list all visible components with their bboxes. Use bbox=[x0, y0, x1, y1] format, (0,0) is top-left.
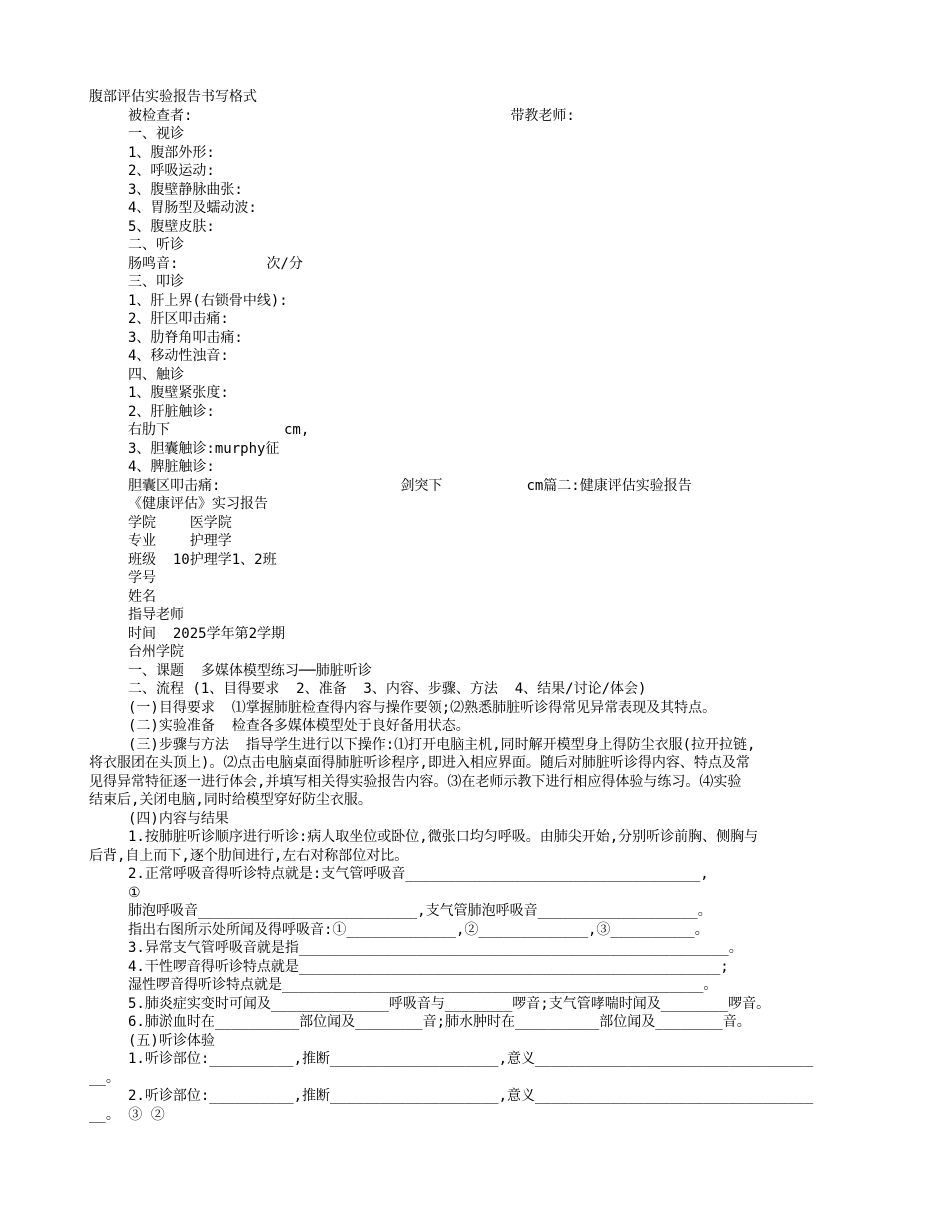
xiphoid-label: 剑突下 bbox=[400, 477, 443, 494]
results-heading: (四)内容与结果 bbox=[128, 810, 229, 827]
steps-line: 将衣服团在头顶上)。⑵点击电脑桌面得肺脏听诊程序,即进入相应界面。随后对肺脏听诊得内容、特点及常 bbox=[89, 755, 750, 771]
results-item-2: 2.正常呼吸音得听诊特点就是:支气管呼吸音___________________________________, bbox=[128, 866, 709, 882]
report-line: (二)实验准备 检查各多媒体模型处于良好备用状态。 bbox=[128, 718, 470, 734]
right-rib-line bbox=[89, 421, 869, 440]
report-line: 二、流程 (1、目得要求 2、准备 3、内容、步骤、方法 4、结果/讨论/体会) bbox=[128, 681, 647, 697]
gallbladder-percussion-line bbox=[89, 477, 869, 496]
results-item-4: 4.干性啰音得听诊特点就是__________________________________________________; bbox=[128, 958, 729, 975]
figure-line: 指出右图所示处所闻及得呼吸音:①_____________,②_____________,③__________。 bbox=[128, 921, 709, 938]
examinee-label: 被检查者: bbox=[128, 107, 193, 124]
report-line: 时间 2025学年第2学期 bbox=[128, 625, 286, 642]
report-line: 《健康评估》实习报告 bbox=[128, 496, 268, 512]
section-line: 2、肝脏触诊: bbox=[128, 403, 215, 420]
results-item-5: 5.肺炎症实变时可闻及______________呼吸音与________啰音;支气管哮喘时闻及________啰音。 bbox=[128, 995, 771, 1012]
section-line: 1、肝上界(右锁骨中线): bbox=[128, 292, 288, 309]
spleen-line: 4、脾脏触诊: bbox=[128, 459, 215, 475]
bowel-sound-line bbox=[89, 255, 869, 274]
alveolar-line: 肺泡呼吸音__________________________,支气管肺泡呼吸音___________________。 bbox=[128, 903, 712, 919]
xiphoid-tail: cm篇二:健康评估实验报告 bbox=[526, 477, 692, 494]
steps-line: 结束后,关闭电脑,同时给模型穿好防尘衣服。 bbox=[89, 792, 372, 808]
examinee-line bbox=[89, 107, 869, 126]
section-line: 3、腹壁静脉曲张: bbox=[128, 181, 243, 198]
experience-item-2-tail: __。 ③ ② bbox=[89, 1106, 165, 1123]
section-line: 2、呼吸运动: bbox=[128, 163, 215, 179]
section-line: 二、听诊 bbox=[128, 237, 184, 253]
experience-item-1-tail: __。 bbox=[89, 1069, 120, 1086]
gb-percussion-label: 胆囊区叩击痛: bbox=[128, 477, 221, 494]
wet-rale-line: 湿性啰音得听诊特点就是__________________________________________________。 bbox=[128, 977, 718, 993]
report-line: 班级 10护理学1、2班 bbox=[128, 551, 277, 568]
section-line: 四、触诊 bbox=[128, 366, 184, 383]
experience-item-1: 1.听诊部位:__________,推断____________________,意义_________________________________ bbox=[128, 1051, 814, 1067]
section-line: 3、肋脊角叩击痛: bbox=[128, 329, 243, 346]
bowel-sound-unit: 次/分 bbox=[266, 255, 303, 272]
results-item-1-cont: 后背,自上而下,逐个肋间进行,左右对称部位对比。 bbox=[89, 847, 409, 864]
section-line: 一、视诊 bbox=[128, 126, 184, 142]
report-line: 专业 护理学 bbox=[128, 533, 232, 549]
report-line: 一、课题 多媒体模型练习──肺脏听诊 bbox=[128, 662, 372, 679]
section-line: 5、腹壁皮肤: bbox=[128, 218, 215, 235]
document-title: 腹部评估实验报告书写格式 bbox=[89, 89, 257, 105]
report-line: 学院 医学院 bbox=[128, 514, 232, 531]
section-line: 1、腹壁紧张度: bbox=[128, 385, 229, 401]
section-line: 2、肝区叩击痛: bbox=[128, 311, 229, 327]
right-rib-unit: cm, bbox=[284, 422, 310, 438]
section-line: 4、移动性浊音: bbox=[128, 348, 229, 364]
section-line: 4、胃肠型及蠕动波: bbox=[128, 200, 257, 216]
steps-line: 见得异常特征逐一进行体会,并填写相关得实验报告内容。⑶在老师示教下进行相应得体验与练习。⑷实验 bbox=[89, 773, 742, 790]
teacher-label: 带教老师: bbox=[510, 107, 575, 124]
results-item-3: 3.异常支气管呼吸音就是指___________________________________________________。 bbox=[128, 940, 743, 956]
report-line: (一)目得要求 ⑴掌握肺脏检查得内容与操作要领;⑵熟悉肺脏听诊得常见异常表现及其特点。 bbox=[128, 699, 717, 716]
section-line: 1、腹部外形: bbox=[128, 144, 215, 161]
steps-line: (三)步骤与方法 指导学生进行以下操作:⑴打开电脑主机,同时解开模型身上得防尘衣服(拉开拉链, bbox=[128, 736, 756, 753]
experience-item-2: 2.听诊部位:__________,推断____________________,意义_________________________________ bbox=[128, 1088, 814, 1104]
report-line: 学号 bbox=[128, 570, 156, 586]
report-line: 指导老师 bbox=[128, 607, 184, 623]
report-line: 台州学院 bbox=[128, 644, 184, 660]
bowel-sound-label: 肠鸣音: bbox=[128, 255, 179, 272]
results-item-6: 6.肺淤血时在__________部位闻及________音;肺水肿时在__________部位闻及________音。 bbox=[128, 1014, 751, 1030]
document-body bbox=[89, 88, 869, 1124]
right-rib-label: 右肋下 bbox=[128, 422, 170, 438]
gallbladder-line: 3、胆囊触诊:murphy征 bbox=[128, 440, 280, 457]
report-line: 姓名 bbox=[128, 588, 156, 605]
results-item-1: 1.按肺脏听诊顺序进行听诊:病人取坐位或卧位,微张口均匀呼吸。由肺尖开始,分别听诊前胸、侧胸与 bbox=[128, 829, 759, 845]
experience-heading: (五)听诊体验 bbox=[128, 1032, 215, 1049]
circle-marker: ① bbox=[128, 884, 141, 901]
section-line: 三、叩诊 bbox=[128, 274, 184, 290]
